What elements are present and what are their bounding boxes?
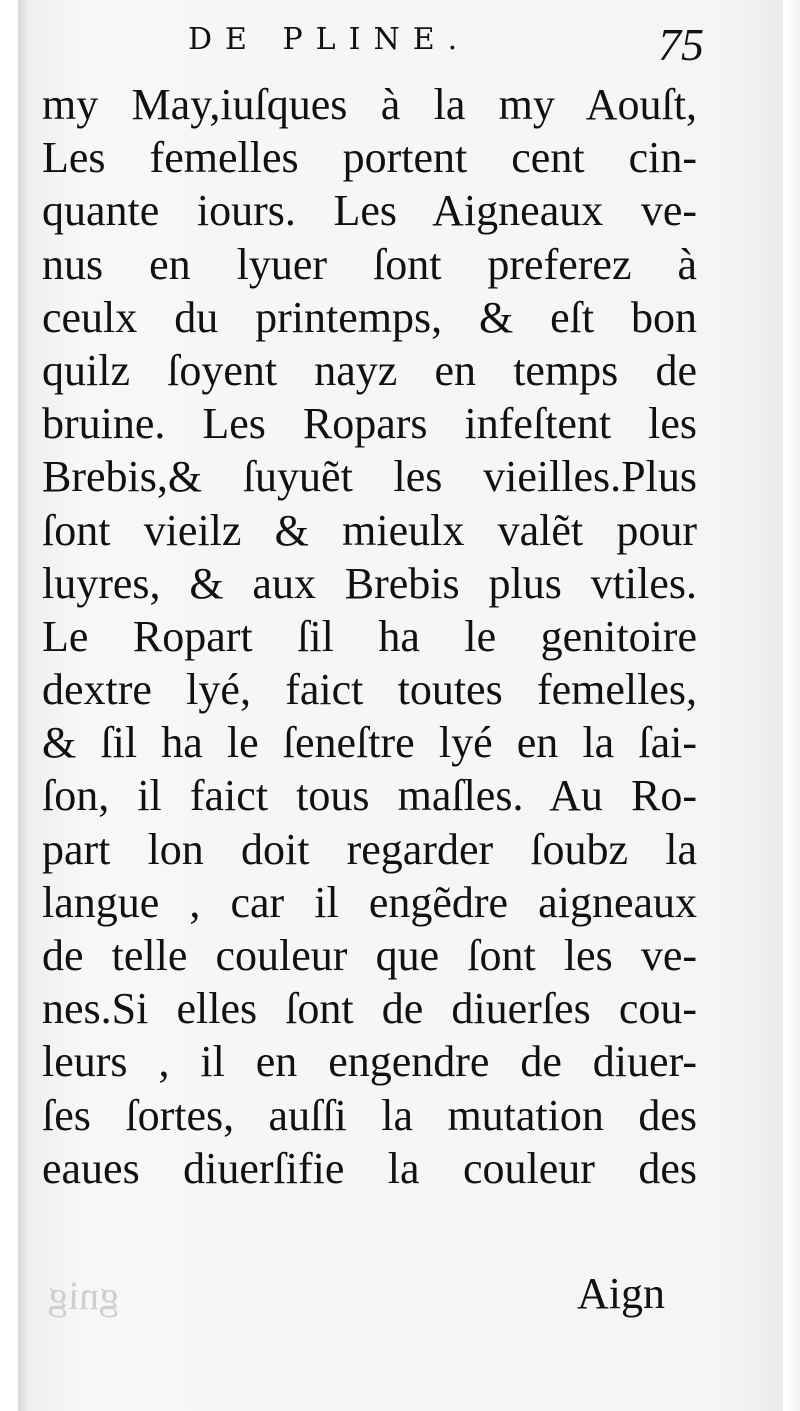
- book-page: [18, 0, 783, 1411]
- text-line: luyres, & aux Brebis plus vtiles.: [42, 558, 697, 608]
- page-edge: [783, 0, 800, 1411]
- text-line: & ſil ha le ſeneſtre lyé en la ſai-: [42, 718, 697, 768]
- text-line: leurs , il en engendre de diuer-: [42, 1037, 697, 1087]
- text-line: nus en lyuer ſont preferez à: [42, 239, 697, 289]
- text-line: bruine. Les Ropars infeſtent les: [42, 399, 697, 449]
- text-line: ſes ſortes, auſſi la mutation des: [42, 1090, 697, 1140]
- text-line: Le Ropart ſil ha le genitoire: [42, 611, 697, 661]
- text-line: langue , car il engẽdre aigneaux: [42, 877, 697, 927]
- text-line: Les femelles portent cent cin-: [42, 133, 697, 183]
- text-line: eaues diuerſifie la couleur des: [42, 1143, 697, 1193]
- text-line: Brebis,& ſuyuẽt les vieilles.Plus: [42, 452, 697, 502]
- page-number: 75: [658, 19, 704, 70]
- text-line: quilz ſoyent nayz en temps de: [42, 345, 697, 395]
- text-line: nes.Si elles ſont de diuerſes cou-: [42, 984, 697, 1034]
- running-head: DE PLINE.: [188, 22, 471, 57]
- catchword: Aign: [577, 1269, 665, 1318]
- text-block: [42, 78, 697, 1195]
- text-line: ceulx du printemps, & eſt bon: [42, 292, 697, 342]
- show-through-text: gnig: [48, 1273, 120, 1318]
- text-line: part lon doit regarder ſoubz la: [42, 824, 697, 874]
- text-line: dextre lyé, faict toutes femelles,: [42, 665, 697, 715]
- text-line: ſont vieilz & mieulx valẽt pour: [42, 505, 697, 555]
- text-line: de telle couleur que ſont les ve-: [42, 931, 697, 980]
- text-line: ſon, il faict tous maſles. Au Ro-: [42, 771, 697, 821]
- text-line: quante iours. Les Aigneaux ve-: [42, 186, 697, 236]
- text-line: my May,iuſques à la my Aouſt,: [42, 80, 697, 129]
